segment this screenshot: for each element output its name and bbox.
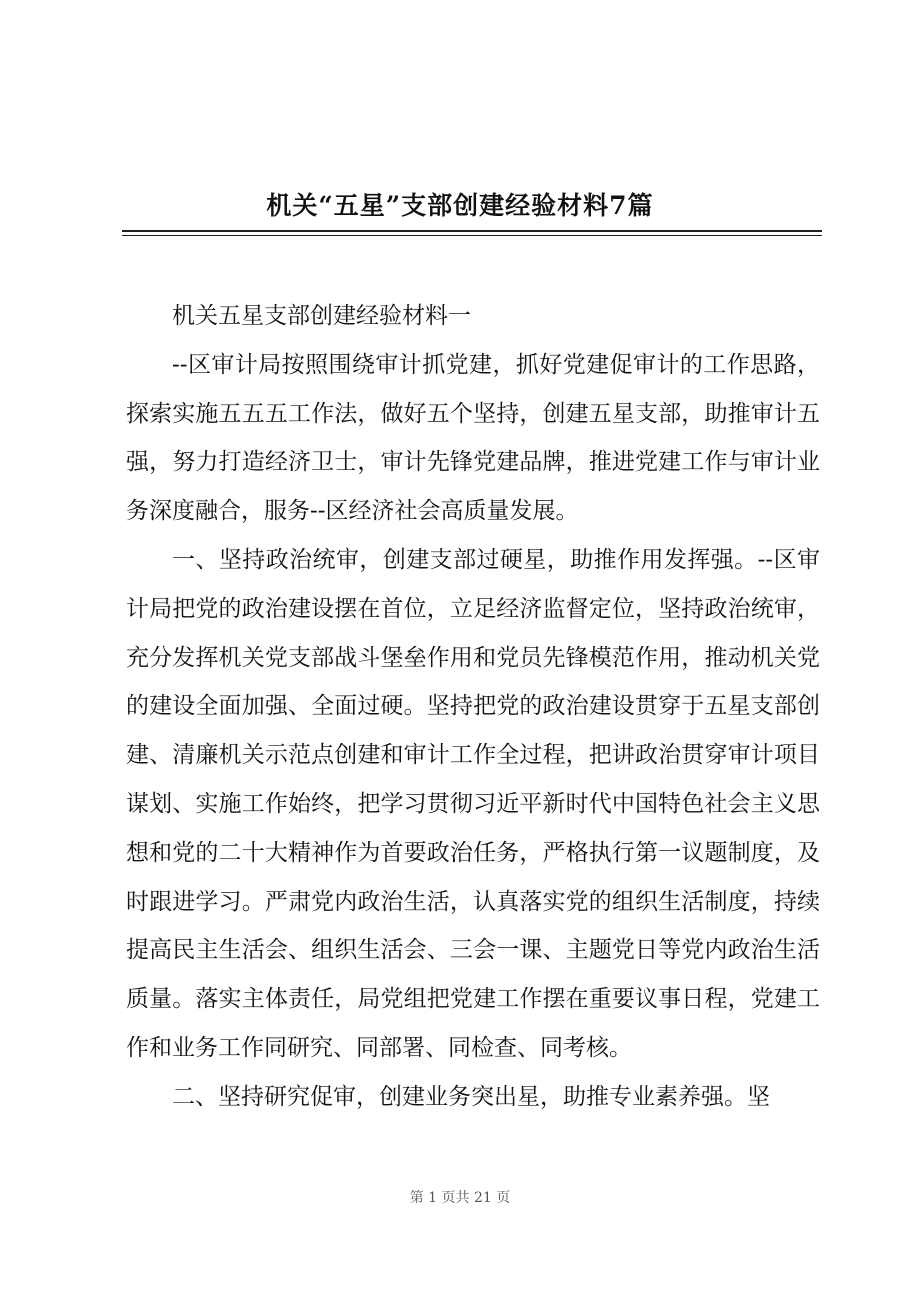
- section-heading: 机关五星支部创建经验材料一: [172, 303, 471, 329]
- document-title: 机关“五星”支部创建经验材料7篇: [266, 191, 654, 220]
- document-body: [126, 292, 820, 1122]
- page-footer: 第 1 页共 21 页: [409, 1190, 511, 1206]
- paragraph-one: 一、坚持政治统审，创建支部过硬星，助推作用发挥强。--区审计局把党的政治建设摆在首位，立足经济监督定位，坚持政治统审，充分发挥机关党支部战斗堡垒作用和党员先锋模范作用，推动机关党的建设全面加强、全面过硬。坚持把党的政治建设贯穿于五星支部创建、清廉机关示范点创建和审计工作全过程，把讲政治贯穿审计项目谋划、实施工作始终，把学习贯彻习近平新时代中国特色社会主义思想和党的二十大精神作为首要政治任务，严格执行第一议题制度，及时跟进学习。严肃党内政治生活，认真落实党的组织生活制度，持续提高民主生活会、组织生活会、三会一课、主题党日等党内政治生活质量。落实主体责任，局党组把党建工作摆在重要议事日程，党建工作和业务工作同研究、同部署、同检查、同考核。: [126, 546, 820, 1061]
- title-rule-thick: [122, 230, 822, 232]
- paragraph-two: 二、坚持研究促审，创建业务突出星，助推专业素养强。坚: [172, 1083, 770, 1110]
- paragraph-intro: --区审计局按照围绕审计抓党建，抓好党建促审计的工作思路，探索实施五五五工作法，做好五个坚持，创建五星支部，助推审计五强，努力打造经济卫士，审计先锋党建品牌，推进党建工作与审计业务深度融合，服务--区经济社会高质量发展。: [126, 351, 820, 525]
- title-rule-thin: [122, 235, 822, 236]
